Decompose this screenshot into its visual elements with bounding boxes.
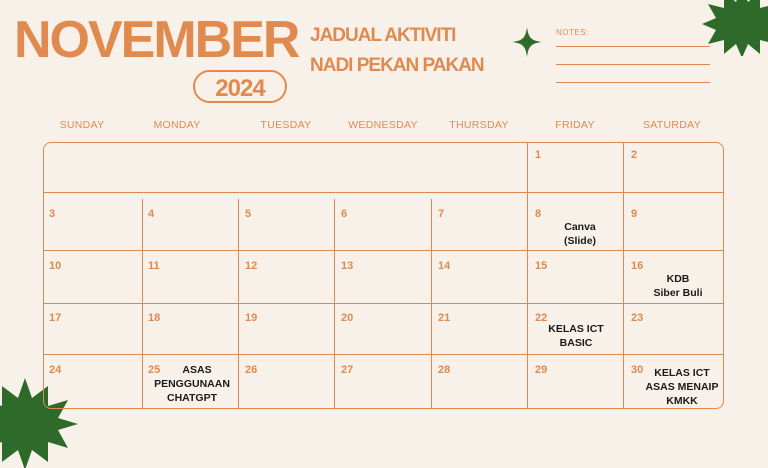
month-title: NOVEMBER — [14, 11, 299, 69]
event-kelas-ict-asas-menaip — [632, 366, 732, 408]
event-line: BASIC — [559, 337, 593, 349]
event-canva — [528, 220, 632, 248]
event-line: KELAS ICT — [654, 367, 710, 379]
event-kelas-ict-basic — [524, 322, 628, 350]
grid-row-divider — [43, 250, 724, 251]
notes-label: NOTES: — [556, 28, 589, 37]
date-10: 10 — [49, 260, 62, 272]
grid-col-divider — [623, 142, 624, 409]
date-20: 20 — [341, 312, 354, 324]
event-line: (Slide) — [563, 235, 597, 247]
date-3: 3 — [49, 208, 56, 220]
date-16: 16 — [631, 260, 644, 272]
event-line: Siber Buli — [653, 287, 703, 299]
event-line: CHATGPT — [167, 392, 217, 404]
date-18: 18 — [148, 312, 161, 324]
subtitle-line-1: JADUAL AKTIVITI — [310, 25, 456, 46]
year-badge — [193, 70, 287, 103]
date-15: 15 — [535, 260, 548, 272]
subtitle-line-2: NADI PEKAN PAKAN — [310, 55, 484, 76]
date-23: 23 — [631, 312, 644, 324]
date-14: 14 — [438, 260, 451, 272]
day-name-monday: MONDAY — [153, 119, 201, 131]
notes-line — [556, 64, 710, 65]
event-line: ASAS MENAIP — [645, 381, 719, 393]
grid-col-divider — [431, 199, 432, 409]
event-line: Canva — [564, 221, 596, 233]
date-5: 5 — [245, 208, 252, 220]
event-kdb-siber-buli — [626, 272, 730, 300]
event-line: ASAS — [182, 364, 212, 376]
notes-line — [556, 46, 710, 47]
green-burst-decoration-top-right — [702, 0, 768, 56]
date-9: 9 — [631, 208, 638, 220]
date-29: 29 — [535, 364, 548, 376]
event-line: KELAS ICT — [548, 323, 604, 335]
date-13: 13 — [341, 260, 354, 272]
grid-row-divider — [43, 303, 724, 304]
date-24: 24 — [49, 364, 62, 376]
date-27: 27 — [341, 364, 354, 376]
date-8: 8 — [535, 208, 542, 220]
grid-col-divider — [334, 199, 335, 409]
date-17: 17 — [49, 312, 62, 324]
event-line: PENGGUNAAN — [154, 378, 230, 390]
date-1: 1 — [535, 149, 542, 161]
day-name-wednesday: WEDNESDAY — [348, 119, 418, 131]
date-19: 19 — [245, 312, 258, 324]
day-name-saturday: SATURDAY — [642, 119, 702, 131]
date-25: 25 — [148, 364, 161, 376]
day-name-friday: FRIDAY — [555, 119, 595, 131]
day-name-sunday: SUNDAY — [59, 119, 105, 131]
day-name-tuesday: TUESDAY — [260, 119, 312, 131]
date-2: 2 — [631, 149, 638, 161]
event-line: KDB — [666, 273, 690, 285]
date-26: 26 — [245, 364, 258, 376]
grid-row-divider — [43, 354, 724, 355]
date-6: 6 — [341, 208, 348, 220]
event-line: KMKK — [666, 395, 698, 407]
date-21: 21 — [438, 312, 451, 324]
date-7: 7 — [438, 208, 445, 220]
date-4: 4 — [148, 208, 155, 220]
date-30: 30 — [631, 364, 644, 376]
grid-col-divider — [527, 142, 528, 409]
date-11: 11 — [148, 260, 160, 272]
year-label: 2024 — [215, 75, 265, 102]
date-12: 12 — [245, 260, 258, 272]
day-name-thursday: THURSDAY — [449, 119, 509, 131]
sparkle-star-icon — [512, 27, 542, 57]
notes-line — [556, 82, 710, 83]
grid-row-divider — [43, 192, 724, 193]
date-22: 22 — [535, 312, 548, 324]
event-asas-penggunaan-chatgpt — [144, 363, 240, 405]
date-28: 28 — [438, 364, 451, 376]
grid-col-divider — [142, 199, 143, 409]
